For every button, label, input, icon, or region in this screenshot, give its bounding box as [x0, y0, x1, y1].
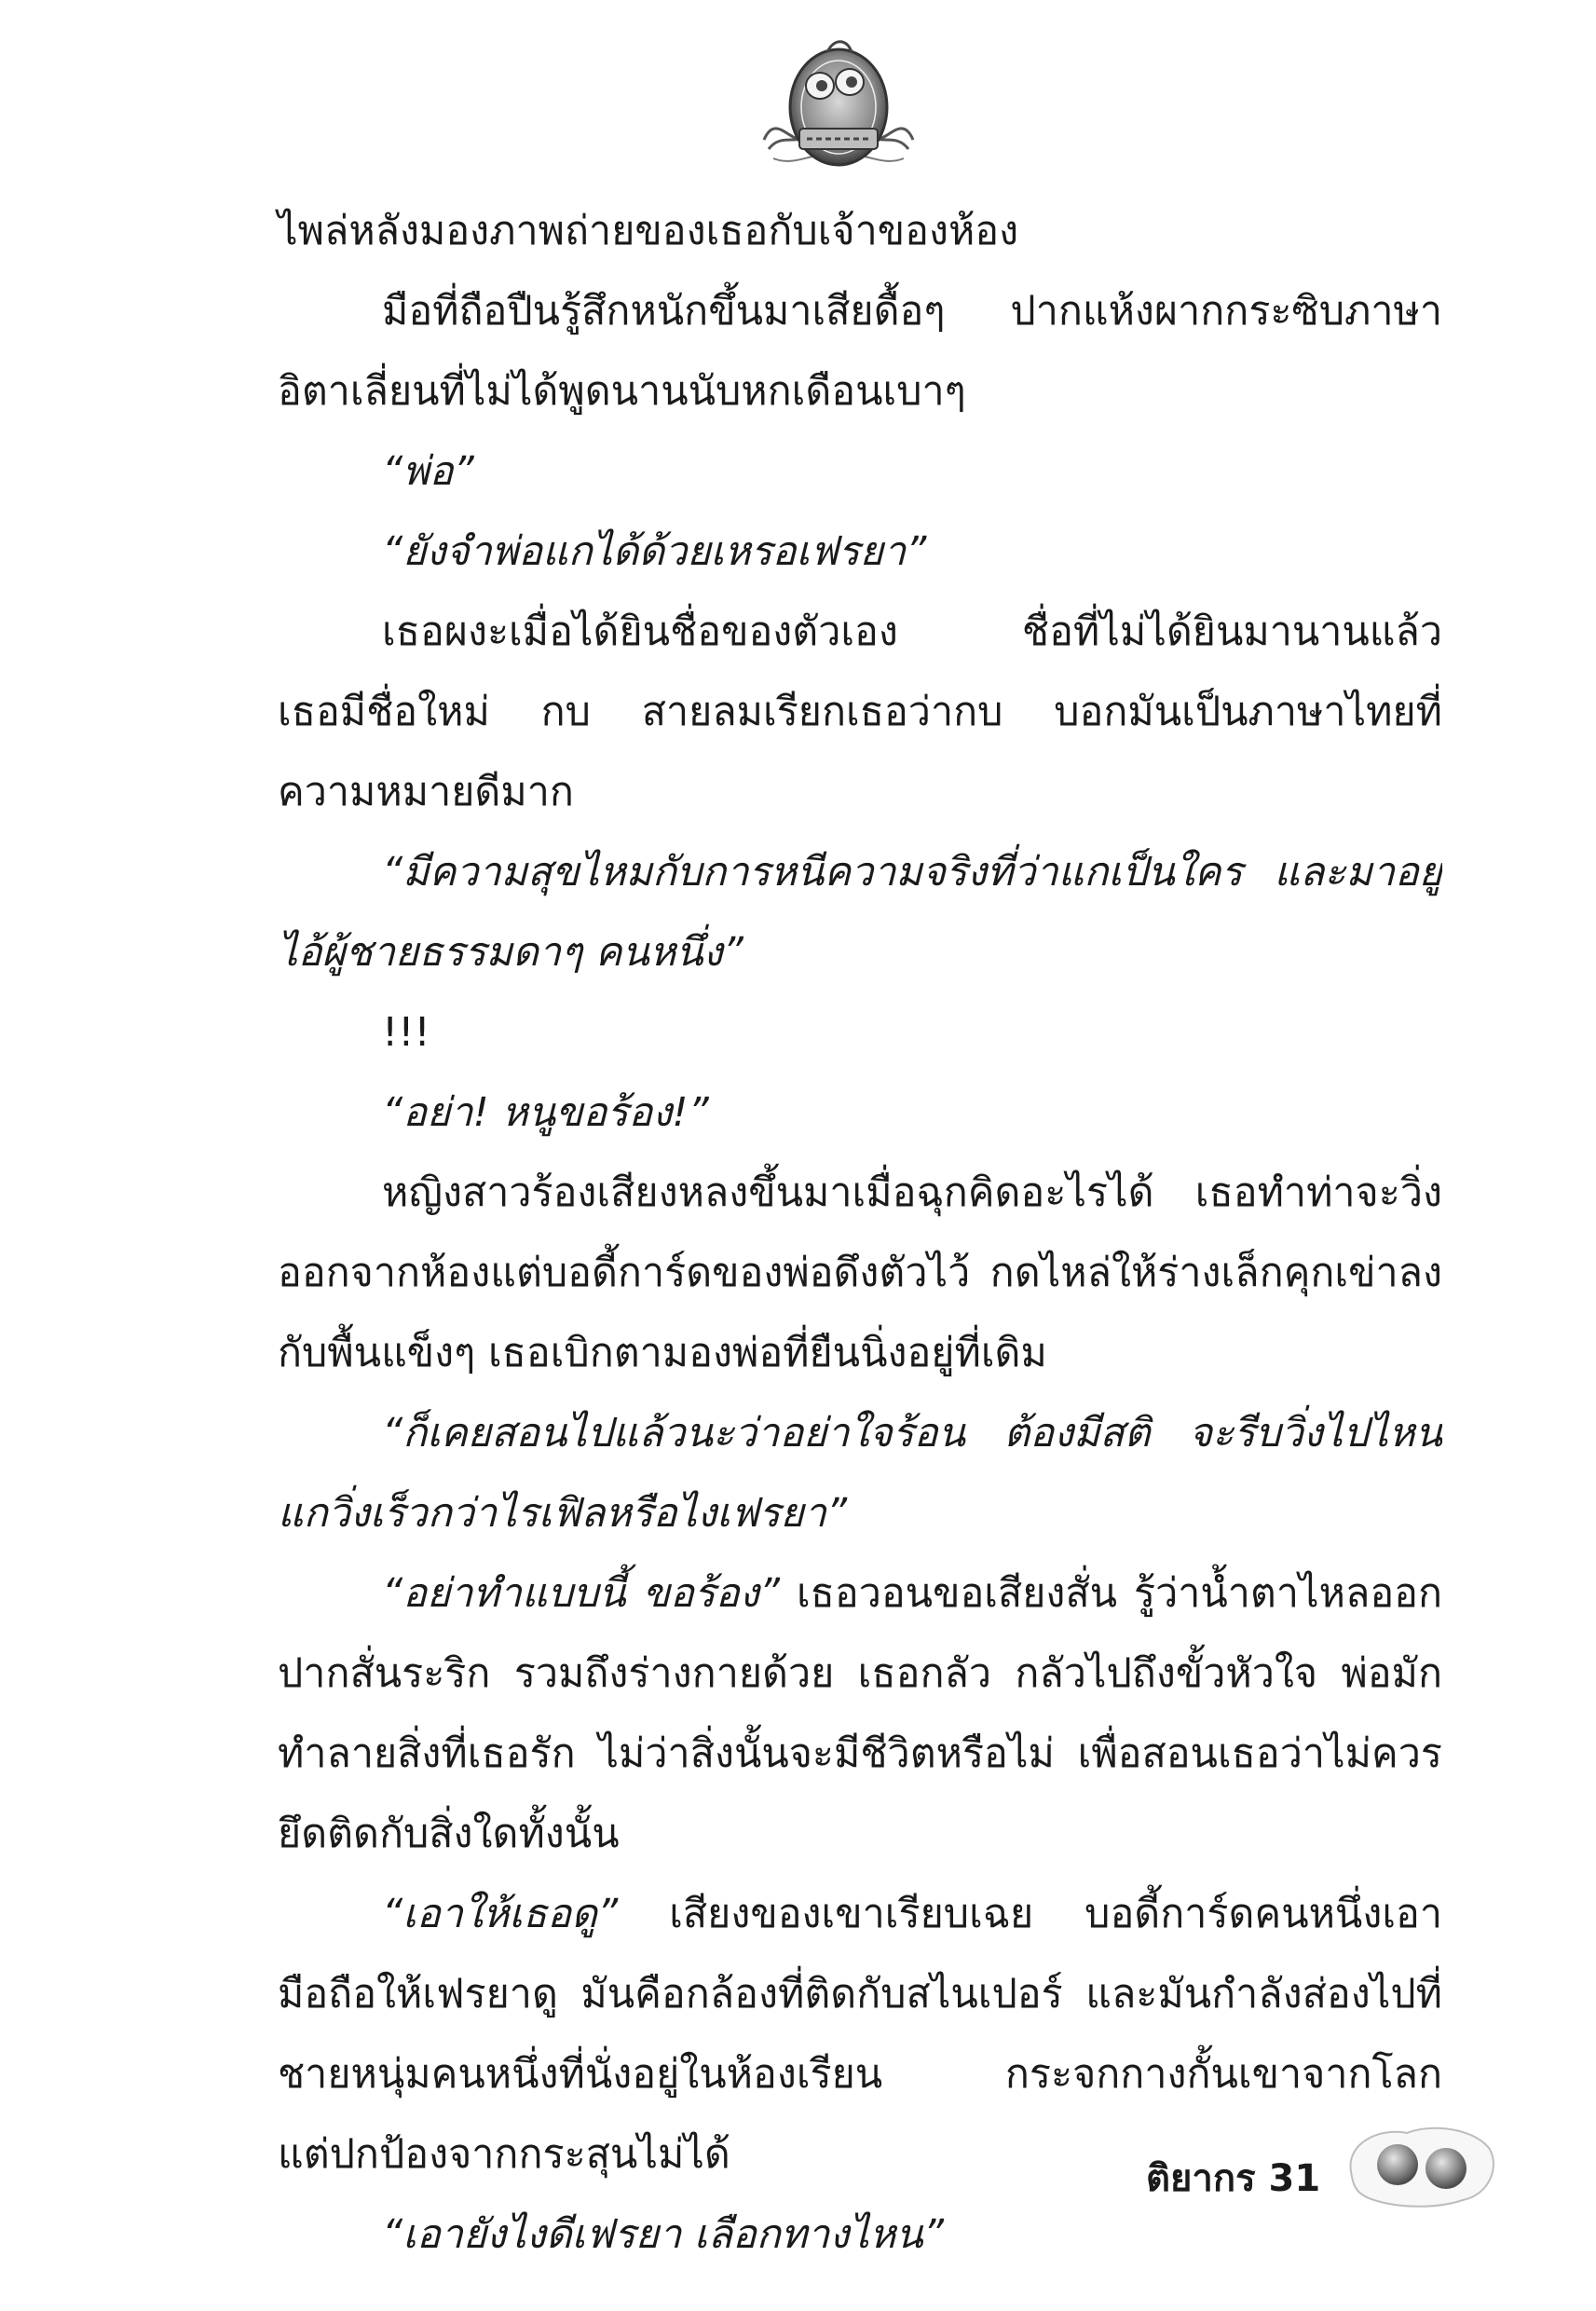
text-segment: “เอาให้เธอดู” — [382, 1891, 619, 1937]
text-segment: “พ่อ” — [382, 448, 474, 495]
text-line — [278, 1393, 1442, 1473]
text-line — [278, 1073, 1442, 1153]
text-line — [278, 672, 1442, 752]
text-segment: “ก็เคยสอนไปแล้วนะว่าอย่าใจร้อน ต้องมีสติ จะรีบวิ่งไปไหน — [382, 1410, 1442, 1456]
text-segment: หญิงสาวร้องเสียงหลงขึ้นมาเมื่อฉุกคิดอะไรได้ เธอทำท่าจะวิ่ง — [382, 1169, 1442, 1216]
text-segment: เธอมีชื่อใหม่ กบ สายลมเรียกเธอว่ากบ บอกมันเป็นภาษาไทยที่ — [278, 689, 1442, 735]
text-segment: ออกจากห้องแต่บอดี้การ์ดของพ่อดึงตัวไว้ กดไหล่ให้ร่างเล็กคุกเข่าลง — [278, 1250, 1442, 1296]
page-number-label: ติยากร 31 — [1146, 2157, 1321, 2200]
text-segment: แต่ปกป้องจากกระสุนไม่ได้ — [278, 2131, 730, 2178]
text-line — [278, 1634, 1442, 1714]
text-segment: เธอผงะเมื่อได้ยินชื่อของตัวเอง ชื่อที่ไม่ได้ยินมานานแล้ว — [382, 609, 1442, 655]
text-line — [278, 2034, 1442, 2114]
text-line — [278, 271, 1442, 351]
text-line — [278, 512, 1442, 592]
text-line — [278, 992, 1442, 1073]
text-segment: อิตาเลี่ยนที่ไม่ได้พูดนานนับหกเดือนเบาๆ — [278, 368, 966, 415]
text-segment: มือที่ถือปืนรู้สึกหนักขึ้นมาเสียดื้อๆ ปากแห้งผากกระซิบภาษา — [382, 288, 1442, 335]
text-line — [278, 191, 1442, 271]
page-footer — [1118, 2111, 1509, 2222]
text-line — [278, 1954, 1442, 2034]
text-segment: “มีความสุขไหมกับการหนีความจริงที่ว่าแกเป็นใคร และมาอยู่ — [382, 849, 1442, 896]
text-line — [278, 1233, 1442, 1313]
text-segment: แกวิ่งเร็วกว่าไรเฟิลหรือไงเฟรยา” — [278, 1490, 848, 1537]
text-segment: ทำลายสิ่งที่เธอรัก ไม่ว่าสิ่งนั้นจะมีชีวิตหรือไม่ เพื่อสอนเธอว่าไม่ควร — [278, 1730, 1442, 1777]
text-line — [278, 912, 1442, 992]
text-segment: “ยังจำพ่อแกได้ด้วยเหรอเฟรยา” — [382, 528, 927, 575]
text-segment: เธอวอนขอเสียงสั่น รู้ว่าน้ำตาไหลออก — [796, 1570, 1442, 1617]
ornamental-egg-emblem-icon — [745, 19, 932, 177]
fried-eggs-icon — [1342, 2120, 1500, 2213]
text-line — [278, 1714, 1442, 1794]
body-text — [278, 191, 1442, 2275]
text-segment: มือถือให้เฟรยาดู มันคือกล้องที่ติดกับสไนเปอร์ และมันกำลังส่องไปที่ — [278, 1971, 1442, 2017]
text-segment: “เอายังไงดีเฟรยา เลือกทางไหน” — [382, 2211, 944, 2258]
text-line — [278, 592, 1442, 672]
text-segment: ไอ้ผู้ชายธรรมดาๆ คนหนึ่ง” — [278, 929, 743, 976]
text-line — [278, 1473, 1442, 1553]
text-segment: !!! — [382, 1009, 430, 1056]
text-segment: กับพื้นแข็งๆ เธอเบิกตามองพ่อที่ยืนนิ่งอยู่ที่เดิม — [278, 1330, 1047, 1376]
text-segment: ไพล่หลังมองภาพถ่ายของเธอกับเจ้าของห้อง — [278, 208, 1019, 254]
text-segment: ปากสั่นระริก รวมถึงร่างกายด้วย เธอกลัว กลัวไปถึงขั้วหัวใจ พ่อมัก — [278, 1650, 1442, 1697]
text-line — [278, 752, 1442, 832]
text-segment: “อย่าทำแบบนี้ ขอร้อง” — [382, 1570, 780, 1617]
text-segment: เสียงของเขาเรียบเฉย บอดี้การ์ดคนหนึ่งเอา — [669, 1891, 1442, 1937]
text-line — [278, 1794, 1442, 1874]
text-segment: ยึดติดกับสิ่งใดทั้งนั้น — [278, 1811, 620, 1857]
text-line — [278, 351, 1442, 431]
text-line — [278, 1874, 1442, 1954]
text-segment: ชายหนุ่มคนหนึ่งที่นั่งอยู่ในห้องเรียน กระจกกางกั้นเขาจากโลก — [278, 2051, 1442, 2098]
text-line — [278, 431, 1442, 512]
text-line — [278, 1153, 1442, 1233]
text-line — [278, 1313, 1442, 1393]
text-segment: ความหมายดีมาก — [278, 769, 574, 815]
text-segment: “อย่า! หนูขอร้อง!” — [382, 1089, 709, 1136]
text-line — [278, 1553, 1442, 1634]
text-line — [278, 832, 1442, 912]
